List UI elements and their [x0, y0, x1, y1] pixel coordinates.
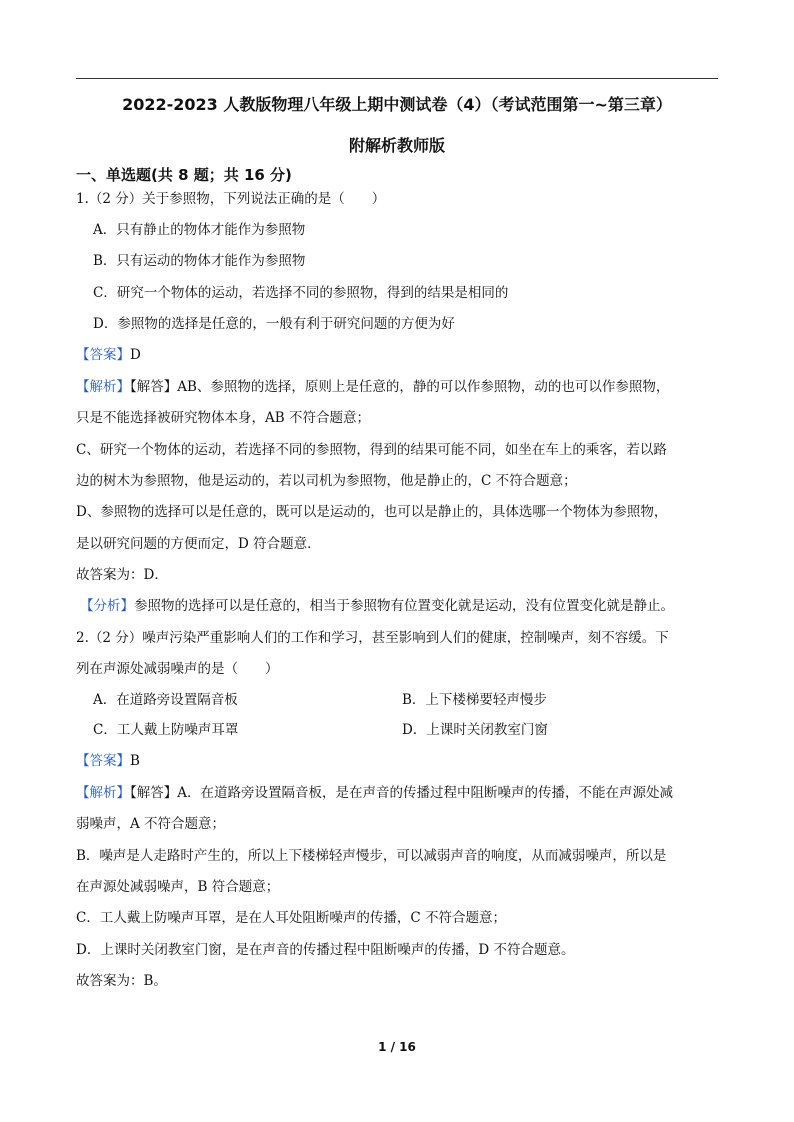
q1-analysis-line: C、研究一个物体的运动，若选择不同的参照物，得到的结果可能不同，如坐在车上的乘客，若以路 [76, 442, 667, 458]
q2-conclusion: 故答案为：B。 [76, 973, 167, 989]
q2-analysis-line: 在声源处减弱噪声，B 符合题意； [76, 879, 280, 895]
q1-option-a: A．只有静止的物体才能作为参照物 [93, 222, 306, 238]
question-2-stem-cont: 列在声源处减弱噪声的是（ ） [76, 661, 279, 677]
q2-analysis-line [76, 784, 726, 802]
q2-option-a: A．在道路旁设置隔音板 [93, 692, 238, 708]
q1-fenxi [80, 597, 730, 615]
fenxi-tag: 【分析】 [80, 598, 134, 614]
q1-analysis-line: 边的树木为参照物，他是运动的，若以司机为参照物，他是静止的，C 不符合题意； [76, 473, 577, 489]
question-2-stem: 2.（2 分）噪声污染严重影响人们的工作和学习，甚至影响到人们的健康，控制噪声，刻不容缓。下 [76, 630, 669, 646]
q2-analysis-line: B．噪声是人走路时产生的，所以上下楼梯轻声慢步，可以减弱声音的响度，从而减弱噪声，所以是 [76, 848, 667, 864]
q1-analysis-line: 只是不能选择被研究物体本身，AB 不符合题意； [76, 410, 370, 426]
section-heading: 一、单选题(共 8 题；共 16 分) [76, 166, 292, 184]
answer-tag: 【答案】 [76, 347, 130, 363]
q2-analysis-line: D．上课时关闭教室门窗，是在声音的传播过程中阻断噪声的传播，D 不符合题意。 [76, 942, 575, 958]
q1-option-d: D．参照物的选择是任意的，一般有利于研究问题的方便为好 [93, 316, 455, 332]
q1-analysis-line [76, 378, 726, 396]
q2-option-c: C．工人戴上防噪声耳罩 [93, 722, 239, 738]
page-number: 1 / 16 [378, 1040, 416, 1054]
q2-answer-value: B [130, 753, 140, 769]
jiexi-tag: 【解析】 [76, 785, 130, 801]
q1-answer [76, 346, 726, 364]
q1-answer-value: D [130, 347, 141, 363]
q1-conclusion: 故答案为：D． [76, 567, 168, 583]
q2-answer [76, 752, 726, 770]
q2-option-d: D．上课时关闭教室门窗 [402, 722, 548, 738]
q1-option-c: C．研究一个物体的运动，若选择不同的参照物，得到的结果是相同的 [93, 285, 509, 301]
q2-analysis-line: 弱噪声，A 不符合题意； [76, 816, 226, 832]
q1-analysis-line: 是以研究问题的方便而定，D 符合题意． [76, 536, 321, 552]
jiexi-tag: 【解析】 [76, 379, 130, 395]
header-rule [76, 78, 718, 79]
doc-title: 2022-2023 人教版物理八年级上期中测试卷（4）（考试范围第一~第三章） [122, 95, 672, 114]
q1-fenxi-text: 参照物的选择可以是任意的，相当于参照物有位置变化就是运动，没有位置变化就是静止。 [134, 598, 674, 614]
question-1-stem: 1.（2 分）关于参照物，下列说法正确的是（ ） [76, 191, 386, 207]
doc-subtitle: 附解析教师版 [348, 136, 445, 155]
q1-option-b: B．只有运动的物体才能作为参照物 [93, 253, 306, 269]
q1-analysis-text: 【解答】AB、参照物的选择，原则上是任意的，静的可以作参照物，动的也可以作参照物， [130, 379, 670, 395]
q1-analysis-line: D、参照物的选择可以是任意的，既可以是运动的，也可以是静止的，具体选哪一个物体为参照物， [76, 504, 668, 520]
q2-analysis-text: 【解答】A．在道路旁设置隔音板，是在声音的传播过程中阻断噪声的传播，不能在声源处减 [130, 785, 673, 801]
answer-tag: 【答案】 [76, 753, 130, 769]
q2-analysis-line: C．工人戴上防噪声耳罩，是在人耳处阻断噪声的传播，C 不符合题意； [76, 910, 506, 926]
q2-option-b: B．上下楼梯要轻声慢步 [402, 692, 547, 708]
